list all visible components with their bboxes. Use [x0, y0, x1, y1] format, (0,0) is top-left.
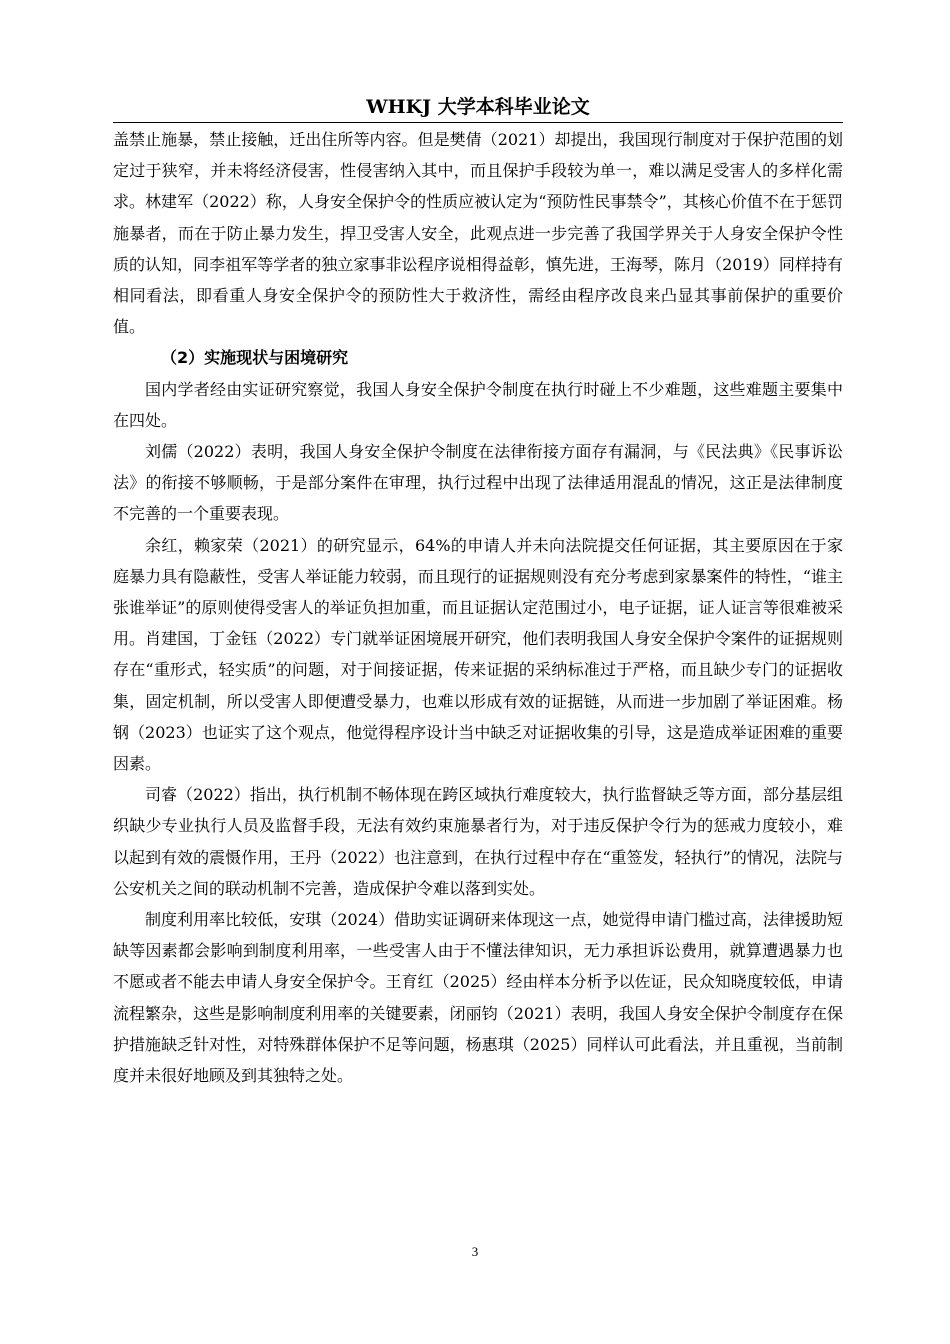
- paragraph: 国内学者经由实证研究察觉，我国人身安全保护令制度在执行时碰上不少难题，这些难题主要集中在四处。: [113, 379, 843, 430]
- paragraph: 刘儒（2022）表明，我国人身安全保护令制度在法律衔接方面存有漏洞，与《民法典》《民事诉讼法》的衔接不够顺畅，于是部分案件在审理，执行过程中出现了法律适用混乱的情况，这正是法律制度不完善的一个重要表现。: [113, 442, 843, 524]
- paragraph: 司睿（2022）指出，执行机制不畅体现在跨区域执行难度较大，执行监督缺乏等方面，部分基层组织缺少专业执行人员及监督手段，无法有效约束施暴者行为，对于违反保护令行为的惩戒力度较小，难以起到有效的震慑作用，王丹（2022）也注意到，在执行过程中存在“重签发，轻执行”的情况，法院与公安机关之间的联动机制不完善，造成保护令难以落到实处。: [113, 785, 843, 898]
- paragraph: 制度利用率比较低，安琪（2024）借助实证调研来体现这一点，她觉得申请门槛过高，法律援助短缺等因素都会影响到制度利用率，一些受害人由于不懂法律知识，无力承担诉讼费用，就算遭遇暴力也不愿或者不能去申请人身安全保护令。王育红（2025）经由样本分析予以佐证，民众知晓度较低，申请流程繁杂，这些是影响制度利用率的关键要素，闭丽钧（2021）表明，我国人身安全保护令制度存在保护措施缺乏针对性，对特殊群体保护不足等问题，杨惠琪（2025）同样认可此看法，并且重视，当前制度并未很好地顾及到其独特之处。: [113, 910, 843, 1086]
- section-heading: （2）实施现状与困境研究: [161, 348, 349, 368]
- document-body: [113, 124, 843, 1091]
- paragraph: 余红，赖家荣（2021）的研究显示，64%的申请人并未向法院提交任何证据，其主要原因在于家庭暴力具有隐蔽性，受害人举证能力较弱，而且现行的证据规则没有充分考虑到家暴案件的特性，“谁主张谁举证”的原则使得受害人的举证负担加重，而且证据认定范围过小，电子证据，证人证言等很难被采用。肖建国，丁金钰（2022）专门就举证困境展开研究，他们表明我国人身安全保护令案件的证据规则存在“重形式，轻实质”的问题，对于间接证据，传来证据的采纳标准过于严格，而且缺少专门的证据收集，固定机制，所以受害人即便遭受暴力，也难以形成有效的证据链，从而进一步加剧了举证困难。杨钢（2023）也证实了这个观点，他觉得程序设计当中缺乏对证据收集的引导，这是造成举证困难的重要因素。: [113, 535, 843, 774]
- page-number: 3: [471, 1244, 479, 1259]
- header-title: WHKJ 大学本科毕业论文: [366, 96, 590, 118]
- paragraph-continued: 盖禁止施暴，禁止接触，迁出住所等内容。但是樊倩（2021）却提出，我国现行制度对于保护范围的划定过于狭窄，并未将经济侵害，性侵害纳入其中，而且保护手段较为单一，难以满足受害人的多样化需求。林建军（2022）称，人身安全保护令的性质应被认定为“预防性民事禁令”，其核心价值不在于惩罚施暴者，而在于防止暴力发生，捍卫受害人安全，此观点进一步完善了我国学界关于人身安全保护令性质的认知，同李祖军等学者的独立家事非讼程序说相得益彰，慎先进，王海琴，陈月（2019）同样持有相同看法，即看重人身安全保护令的预防性大于救济性，需经由程序改良来凸显其事前保护的重要价值。: [113, 130, 843, 337]
- page-header: [113, 92, 843, 123]
